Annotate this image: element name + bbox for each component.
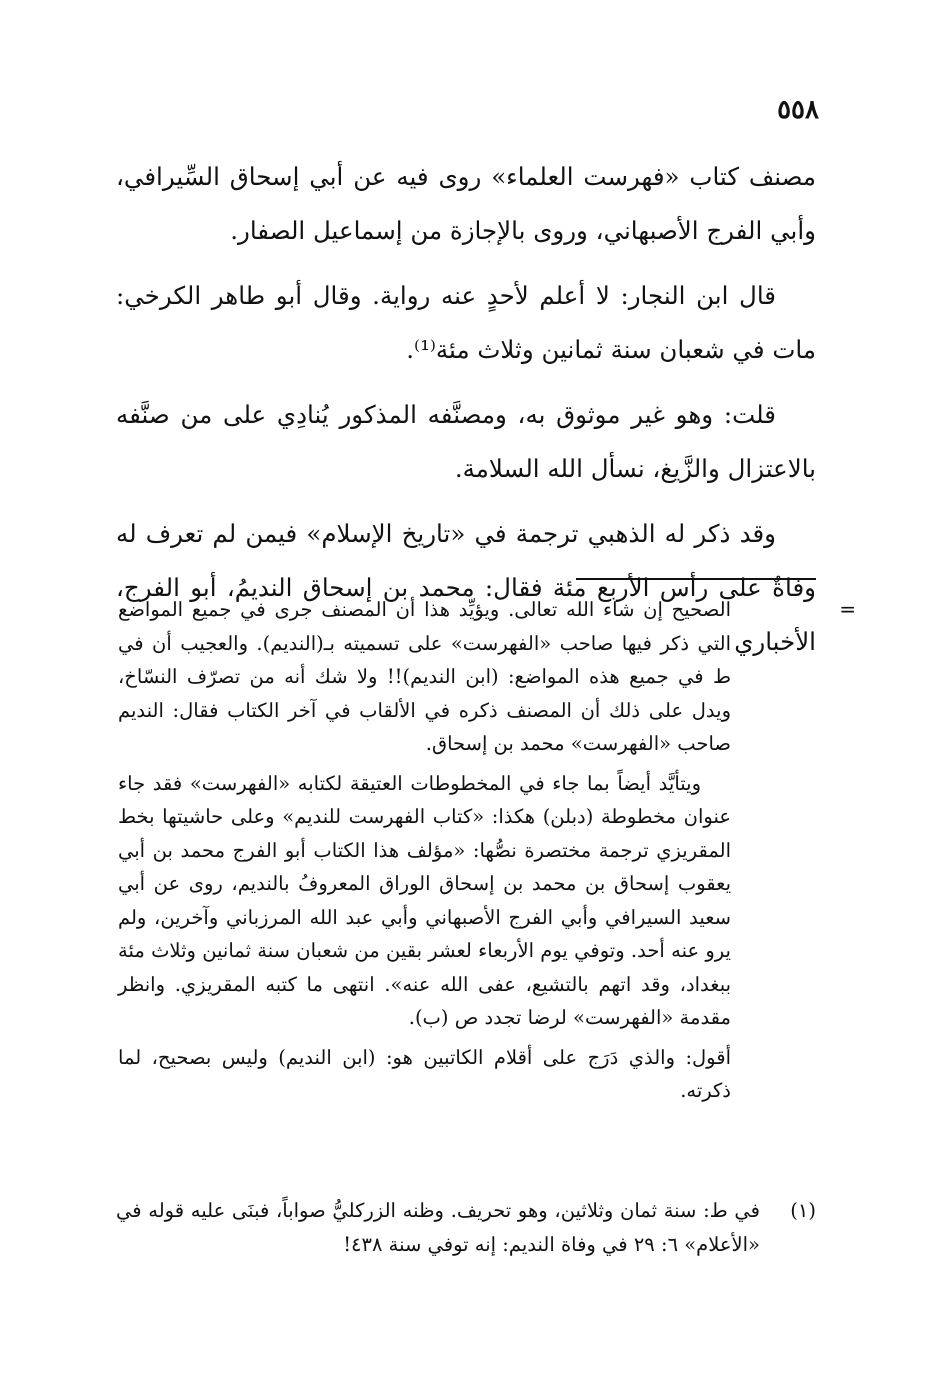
main-paragraph: مصنف كتاب «فهرست العلماء» روى فيه عن أبي إسحاق السِّيرافي، وأبي الفرج الأصبهاني، وروى بالإجازة من إسماعيل الصفار. [116,162,816,245]
continuation-mark: = [839,597,856,621]
footnote-separator [576,578,816,580]
footnote-text: في ط: سنة ثمان وثلاثين، وهو تحريف. وظنه الزركليُّ صواباً، فبنَى عليه قوله في «الأعلام» ٦: ٢٩ في وفاة النديم: إنه توفي سنة ٤٣٨! [116,1199,760,1256]
footnote-number: (١) [790,1199,816,1222]
continued-footnote [118,593,731,1114]
note-paragraph: أقول: والذي دَرَج على أقلام الكاتبين هو: (ابن النديم) وليس بصحيح، لما ذكرته. [118,1045,731,1102]
footnote-1 [116,1194,816,1261]
note-paragraph: الصحيح إن شاء الله تعالى. ويؤيِّد هذا أن المصنف جرى في جميع المواضع التي ذكر فيها صاحب «الفهرست» على تسميته بـ(النديم). والعجيب أن في ط في جميع هذه المواضع: (ابن النديم)!! ولا شك أنه من تصرّف النسّاخ، ويدل على ذلك أن المصنف ذكره في الألقاب في آخر الكتاب فقال: النديم صاحب «الفهرست» محمد بن إسحاق. [118,598,731,755]
main-paragraph: قلت: وهو غير موثوق به، ومصنَّفه المذكور يُنادِي على من صنَّفه بالاعتزال والزَّيغ، نسأل الله السلامة. [116,400,816,483]
page-number: ٥٥٨ [777,95,819,125]
main-paragraph: وقد ذكر له الذهبي ترجمة في «تاريخ الإسلام» فيمن لم تعرف له وفاةٌ على رأس الأربع مئة فقال: محمد بن إسحاق النديمُ، أبو الفرج، الأخباري [116,519,816,656]
note-paragraph: ويتأيَّد أيضاً بما جاء في المخطوطات العتيقة لكتابه «الفهرست» فقد جاء عنوان مخطوطة (دبلن) هكذا: «كتاب الفهرست للنديم» وعلى حاشيتها بخط المقريزي ترجمة مختصرة نصُّها: «مؤلف هذا الكتاب أبو الفرج محمد بن أبي يعقوب إسحاق بن محمد بن إسحاق الوراق المعروفُ بالنديم، روى عن أبي سعيد السيرافي وأبي الفرج الأصبهاني وأبي عبد الله المرزباني وآخرين، ولم يرو عنه أحد. وتوفي يوم الأربعاء لعشر بقين من شعبان سنة ثمانين وثلاث مئة ببغداد، وقد اتهم بالتشيع، عفى الله عنه». انتهى ما كتبه المقريزي. وانظر مقدمة «الفهرست» لرضا تجدد ص (ب). [118,771,731,1029]
main-paragraph: قال ابن النجار: لا أعلم لأحدٍ عنه رواية. وقال أبو طاهر الكرخي: مات في شعبان سنة ثمانين وثلاث مئة⁽¹⁾. [116,281,816,364]
